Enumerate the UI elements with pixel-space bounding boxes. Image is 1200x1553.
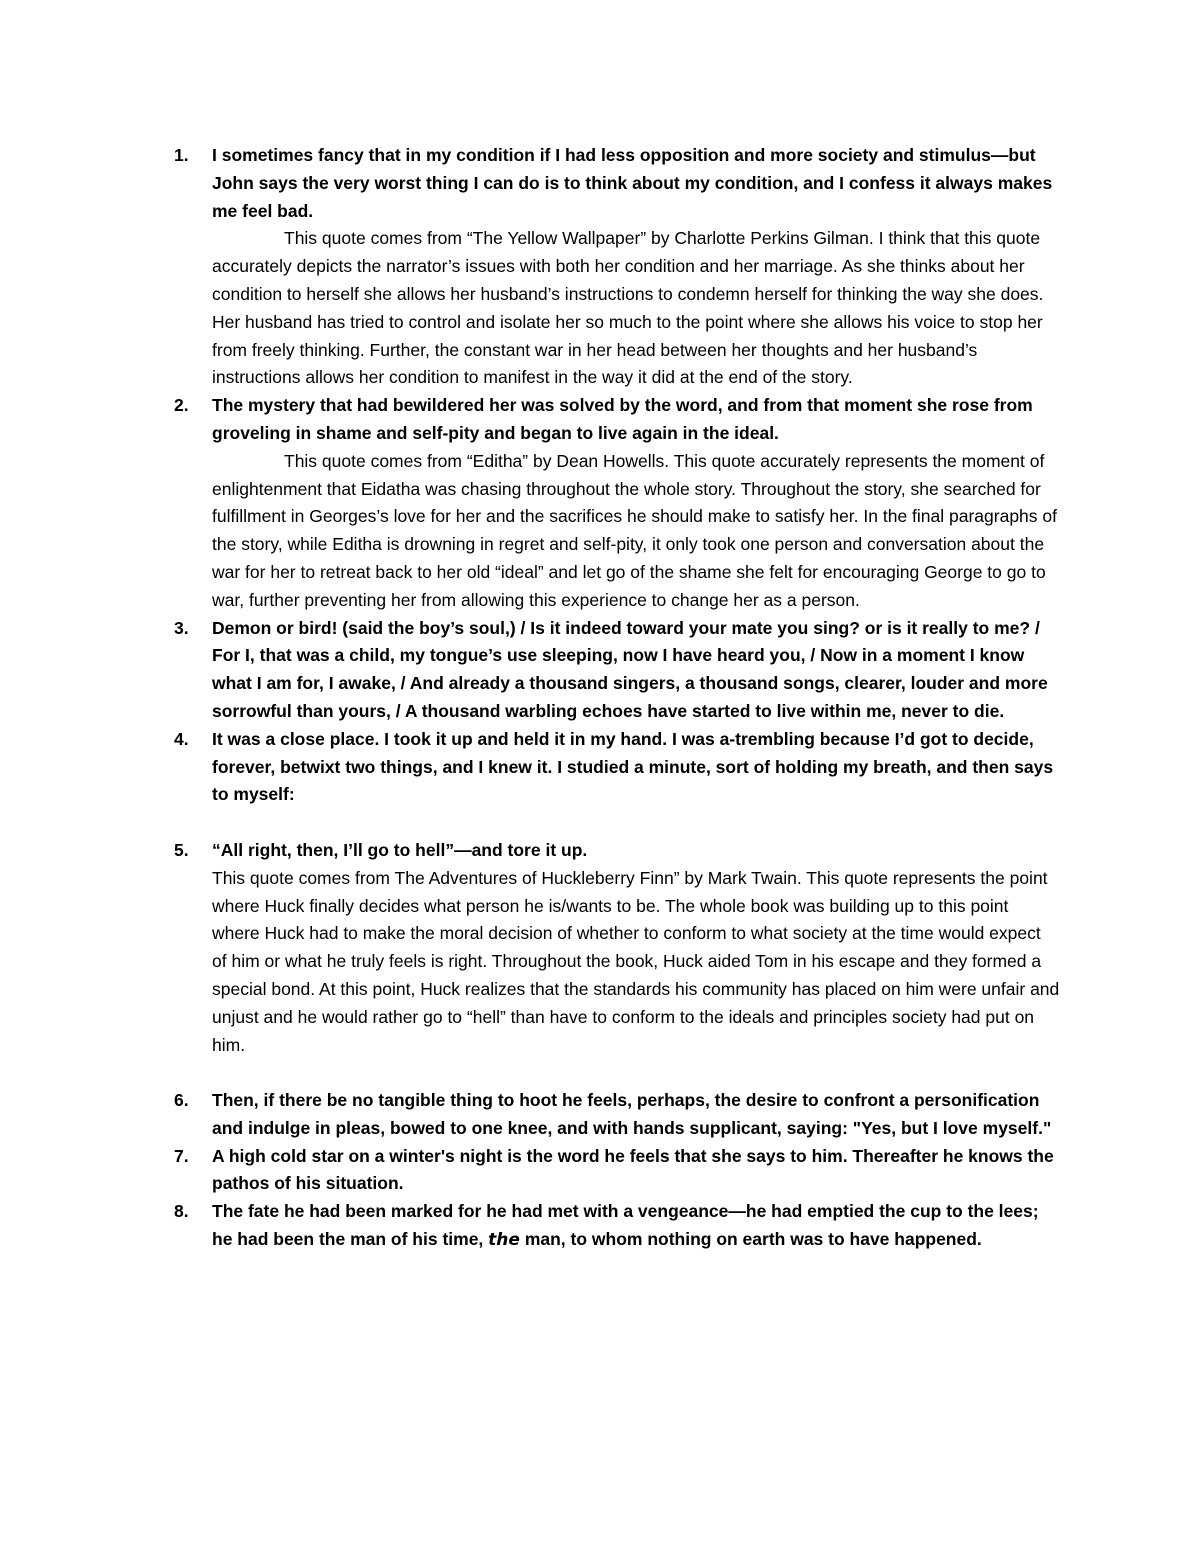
- item-number: 4.: [174, 728, 189, 749]
- blank-line: [212, 809, 1060, 837]
- commentary-text: This quote comes from The Adventures of Huckleberry Finn” by Mark Twain. This quote represents the point where Huck finally decides what person he is/wants to be. The whole book was building up to this point where Huck had to make the moral decision of whether to conform to what society at the time would expect of him or what he truly feels is right. Throughout the book, Huck aided Tom in his escape and they formed a special bond. At this point, Huck realizes that the standards his community has placed on him were unfair and unjust and he would rather go to “hell” than have to conform to the ideals and principles society had put on him.: [212, 867, 1060, 1055]
- list-item-5: [174, 837, 1060, 1087]
- quote-text: [212, 1198, 1060, 1255]
- quote-text: Demon or bird! (said the boy’s soul,) / Is it indeed toward your mate you sing? or is it really to me? / For I, that was a child, my tongue’s use sleeping, now I have heard you, / Now in a moment I know what I am for, I awake, / And already a thousand singers, a thousand songs, clearer, louder and more sorrowful than yours, / A thousand warbling echoes have started to live within me, never to die.: [212, 617, 1048, 721]
- quote-text: Then, if there be no tangible thing to hoot he feels, perhaps, the desire to confront a personification and indulge in pleas, bowed to one knee, and with hands supplicant, saying: "Yes, but I love myself.": [212, 1090, 1052, 1138]
- list-item-3: [174, 615, 1060, 726]
- blank-line: [212, 1059, 1060, 1087]
- quote-text: A high cold star on a winter's night is the word he feels that she says to him. Thereafter he knows the pathos of his situation.: [212, 1145, 1054, 1194]
- item-number: 1.: [174, 145, 189, 165]
- quote-text-part: The fate he had been marked for he had met with a vengeance—he had emptied the cup to the lees; he had been the man of his time,: [212, 1201, 1039, 1250]
- list-item-4: [174, 726, 1060, 837]
- quote-text: It was a close place. I took it up and held it in my hand. I was a-trembling because I’d got to decide, forever, betwixt two things, and I knew it. I studied a minute, sort of holding my breath, and then says to myself:: [212, 728, 1054, 805]
- item-number: 7.: [174, 1145, 189, 1166]
- commentary-text: This quote comes from “Editha” by Dean Howells. This quote accurately represents the moment of enlightenment that Eidatha was chasing throughout the whole story. Throughout the story, she searched for fulfillment in Georges’s love for her and the sacrifices he should make to satisfy her. In the final paragraphs of the story, while Editha is drowning in regret and self-pity, it only took one person and conversation about the war for her to retreat back to her old “ideal” and let go of the shame she felt for encouraging George to go to war, further preventing her from allowing this experience to change her as a person.: [212, 450, 1057, 610]
- emphasized-word: the: [488, 1230, 520, 1251]
- list-item-7: [174, 1143, 1060, 1199]
- list-item-6: [174, 1087, 1060, 1143]
- quote-text-part: man, to whom nothing on earth was to have happened.: [524, 1229, 982, 1250]
- item-number: 2.: [174, 395, 189, 416]
- quote-text: I sometimes fancy that in my condition if I had less opposition and more society and stimulus—but John says the very worst thing I can do is to think about my condition, and I confess it always makes me feel bad.: [212, 145, 1053, 221]
- item-number: 3.: [174, 617, 189, 638]
- item-number: 8.: [174, 1201, 189, 1222]
- item-number: 6.: [174, 1090, 189, 1111]
- commentary-text: This quote comes from “The Yellow Wallpaper” by Charlotte Perkins Gilman. I think that this quote accurately depicts the narrator’s issues with both her condition and her marriage. As she thinks about her condition to herself she allows her husband’s instructions to condemn herself for thinking the way she does. Her husband has tried to control and isolate her so much to the point where she allows his voice to stop her from freely thinking. Further, the constant war in her head between her thoughts and her husband’s instructions allows her condition to manifest in the way it did at the end of the story.: [212, 228, 1044, 388]
- quote-text: The mystery that had bewildered her was solved by the word, and from that moment she rose from groveling in shame and self-pity and began to live again in the ideal.: [212, 395, 1033, 443]
- item-number: 5.: [174, 839, 189, 860]
- numbered-list: [174, 142, 1060, 1255]
- list-item-8: [174, 1198, 1060, 1255]
- list-item-2: [174, 392, 1060, 614]
- quote-text: “All right, then, I’ll go to hell”—and tore it up.: [212, 839, 588, 860]
- list-item-1: [174, 142, 1060, 392]
